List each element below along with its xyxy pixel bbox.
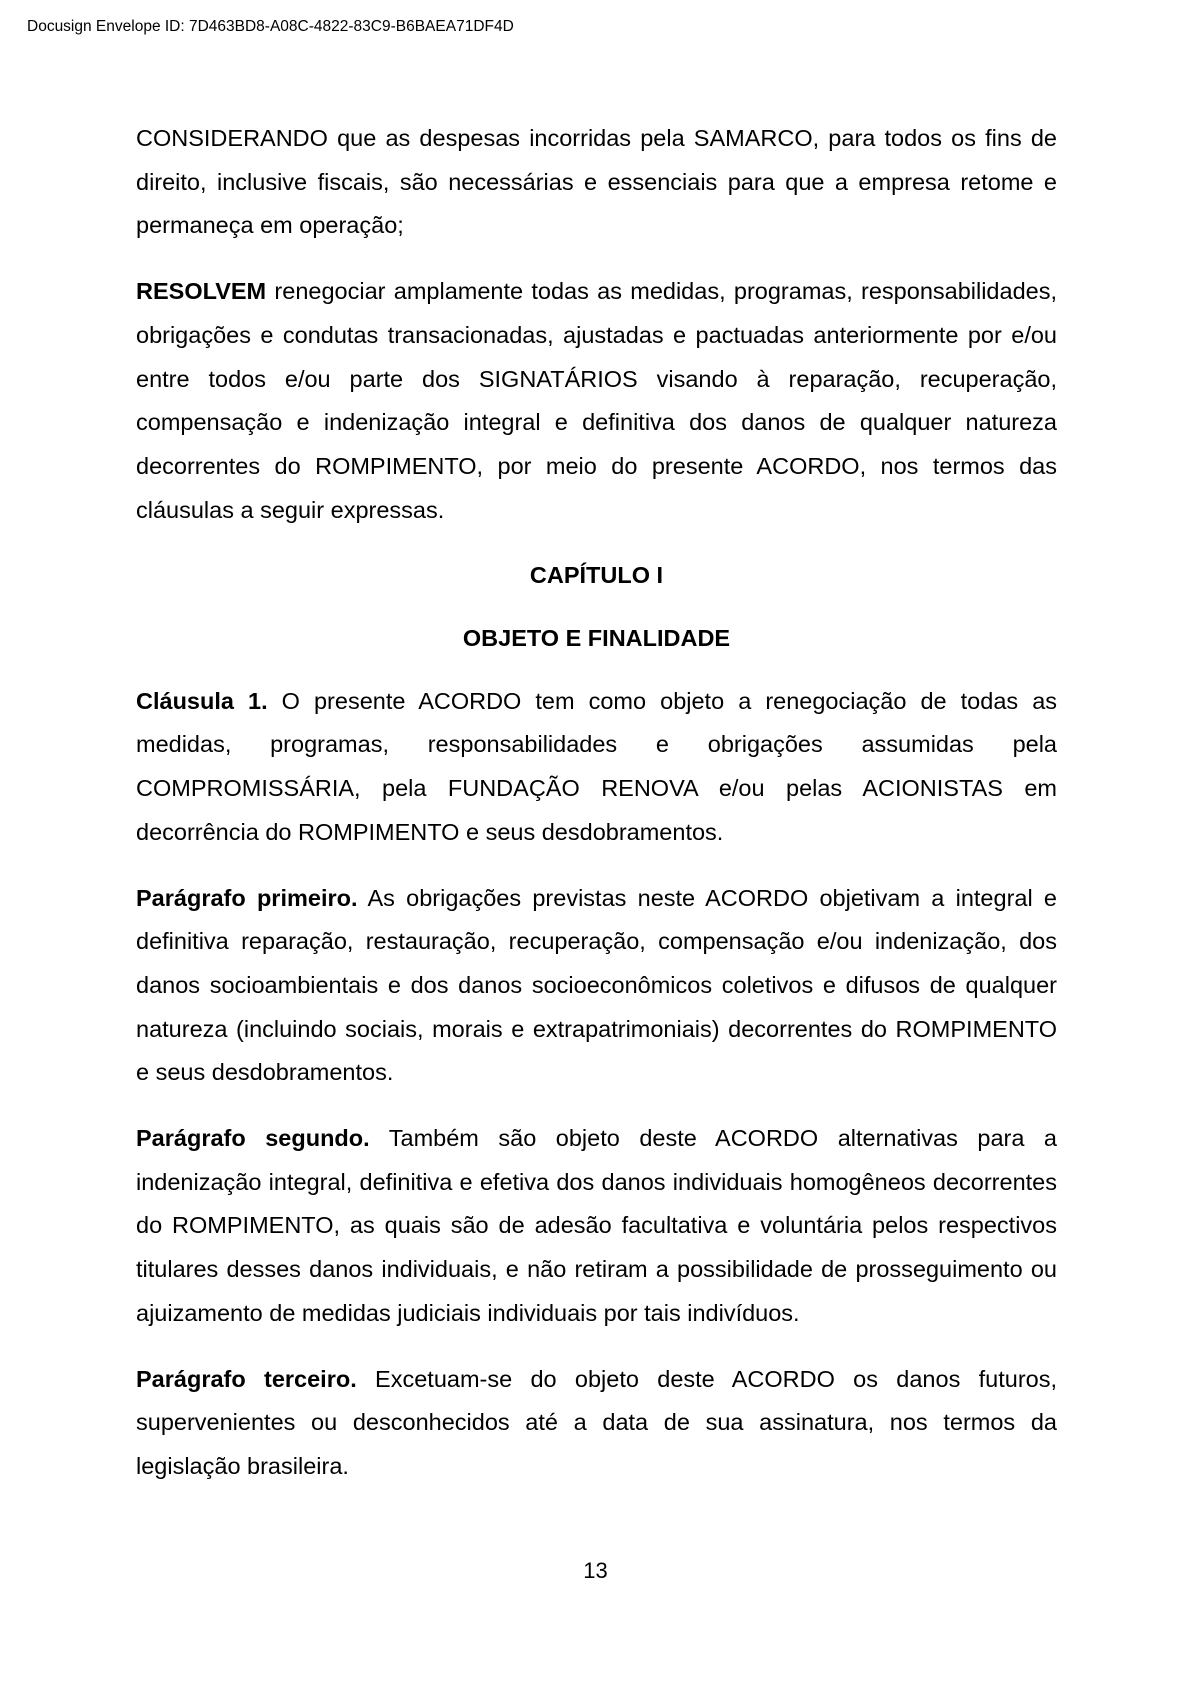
paragraph-paragrafo-segundo	[136, 1117, 1057, 1336]
chapter-subheading: OBJETO E FINALIDADE	[462, 625, 731, 652]
paragrafo-terceiro-lead: Parágrafo terceiro.	[136, 1365, 357, 1392]
paragraph-clausula-1-lead: Cláusula 1.	[136, 687, 268, 714]
paragraph-resolvem-text: renegociar amplamente todas as medidas, programas, responsabilidades, obrigações e condutas transacionadas, ajustadas e pactuadas anteriormente por e/ou entre todos e/ou parte dos SIGNATÁRIOS visando à reparação, recuperação, compensação e indenização integral e definitiva dos danos de qualquer natureza decorrentes do ROMPIMENTO, por meio do presente ACORDO, nos termos das cláusulas a seguir expressas.	[136, 278, 1057, 523]
paragraph-clausula-1	[136, 680, 1057, 855]
chapter-heading: CAPÍTULO I	[529, 562, 664, 589]
docusign-envelope-id: Docusign Envelope ID: 7D463BD8-A08C-4822-83C9-B6BAEA71DF4D	[27, 18, 514, 35]
paragraph-clausula-1-text: O presente ACORDO tem como objeto a renegociação de todas as medidas, programas, responsabilidades e obrigações assumidas pela COMPROMISSÁRIA, pela FUNDAÇÃO RENOVA e/ou pelas ACIONISTAS em decorrência do ROMPIMENTO e seus desdobramentos.	[136, 687, 1058, 845]
paragrafo-terceiro-text: Excetuam-se do objeto deste ACORDO os danos futuros, supervenientes ou desconhecidos até a data de sua assinatura, nos termos da legislação brasileira.	[136, 1365, 1057, 1479]
paragraph-paragrafo-terceiro	[136, 1358, 1057, 1489]
paragraph-paragrafo-primeiro	[136, 877, 1057, 1096]
paragraph-considerando	[136, 117, 1057, 248]
paragraph-resolvem	[136, 270, 1057, 532]
page-number: 13	[583, 1558, 608, 1583]
paragrafo-primeiro-lead: Parágrafo primeiro.	[136, 884, 358, 911]
paragraph-considerando-text: CONSIDERANDO que as despesas incorridas pela SAMARCO, para todos os fins de direito, inclusive fiscais, são necessárias e essenciais para que a empresa retome e permaneça em operação;	[136, 125, 1057, 239]
paragraph-resolvem-lead: RESOLVEM	[136, 278, 267, 305]
paragrafo-primeiro-text: As obrigações previstas neste ACORDO objetivam a integral e definitiva reparação, restauração, recuperação, compensação e/ou indenização, dos danos socioambientais e dos danos socioeconômicos coletivos e difusos de qualquer natureza (incluindo sociais, morais e extrapatrimoniais) decorrentes do ROMPIMENTO e seus desdobramentos.	[136, 884, 1057, 1086]
paragrafo-segundo-lead: Parágrafo segundo.	[136, 1125, 370, 1152]
paragrafo-segundo-text: Também são objeto deste ACORDO alternativas para a indenização integral, definitiva e efetiva dos danos individuais homogêneos decorrentes do ROMPIMENTO, as quais são de adesão facultativa e voluntária pelos respectivos titulares desses danos individuais, e não retiram a possibilidade de prosseguimento ou ajuizamento de medidas judiciais individuais por tais indivíduos.	[136, 1125, 1057, 1326]
document-body	[136, 117, 1057, 1511]
